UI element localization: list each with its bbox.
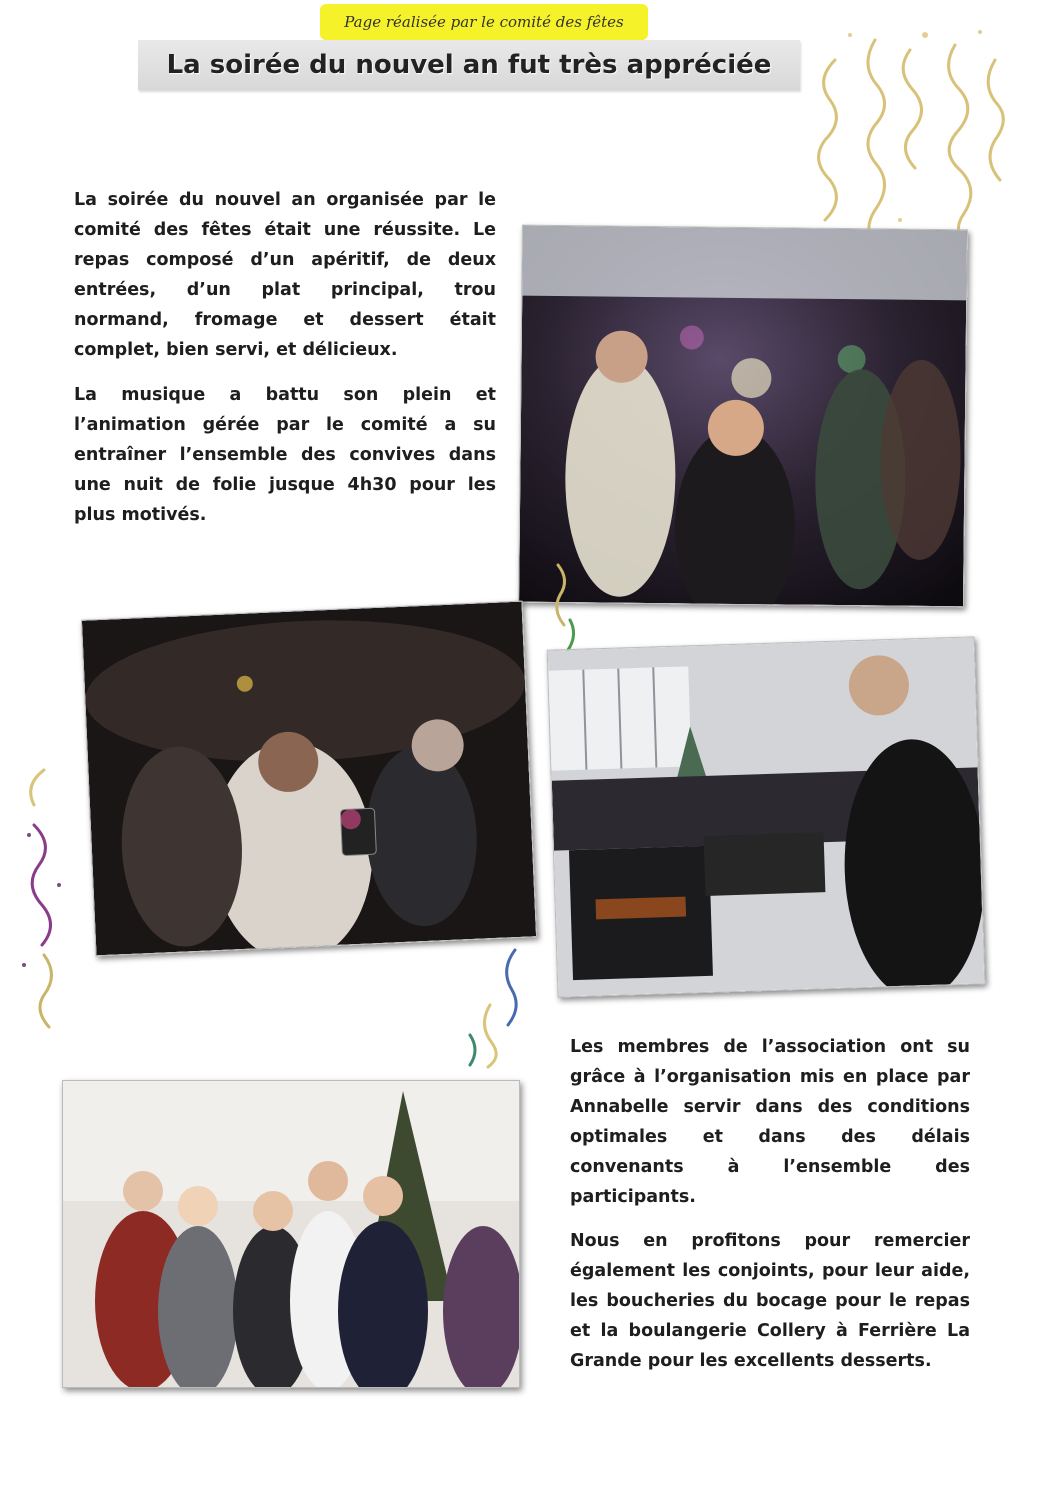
title-bar <box>138 40 800 90</box>
photo-dance-floor <box>518 225 968 608</box>
page-title: La soirée du nouvel an fut très appréciée <box>166 50 772 80</box>
streamers-decoration-left <box>14 765 74 1045</box>
article-paragraph-4: Nous en profitons pour remercier également les conjoints, pour leur aide, les boucheries du bocage pour le repas et la boulangerie Collery à Ferrière La Grande pour les excellents desserts. <box>570 1231 970 1371</box>
article-paragraph-3: Les membres de l’association ont su grâce à l’organisation mis en place par Annabelle servir dans des conditions optimales et dans des délais convenants à l’ensemble des participants. <box>570 1037 970 1207</box>
article-paragraph-2: La musique a battu son plein et l’animation gérée par le comité a su entraîner l’ensemble des convives dans une nuit de folie jusque 4h30 pour les plus motivés. <box>74 385 496 525</box>
photo-crowd-hug <box>81 601 537 957</box>
article-paragraph-1: La soirée du nouvel an organisée par le comité des fêtes était une réussite. Le repas composé d’un apéritif, de deux entrées, d’un plat principal, trou normand, fromage et dessert était complet, bien servi, et délicieux. <box>74 190 496 360</box>
streamers-decoration-center <box>460 945 530 1070</box>
gold-streamers-decoration <box>805 20 1015 250</box>
header-tag-text: Page réalisée par le comité des fêtes <box>344 13 624 31</box>
photo-group <box>62 1080 520 1388</box>
header-tag <box>320 4 648 40</box>
photo-dj-booth <box>547 636 986 997</box>
